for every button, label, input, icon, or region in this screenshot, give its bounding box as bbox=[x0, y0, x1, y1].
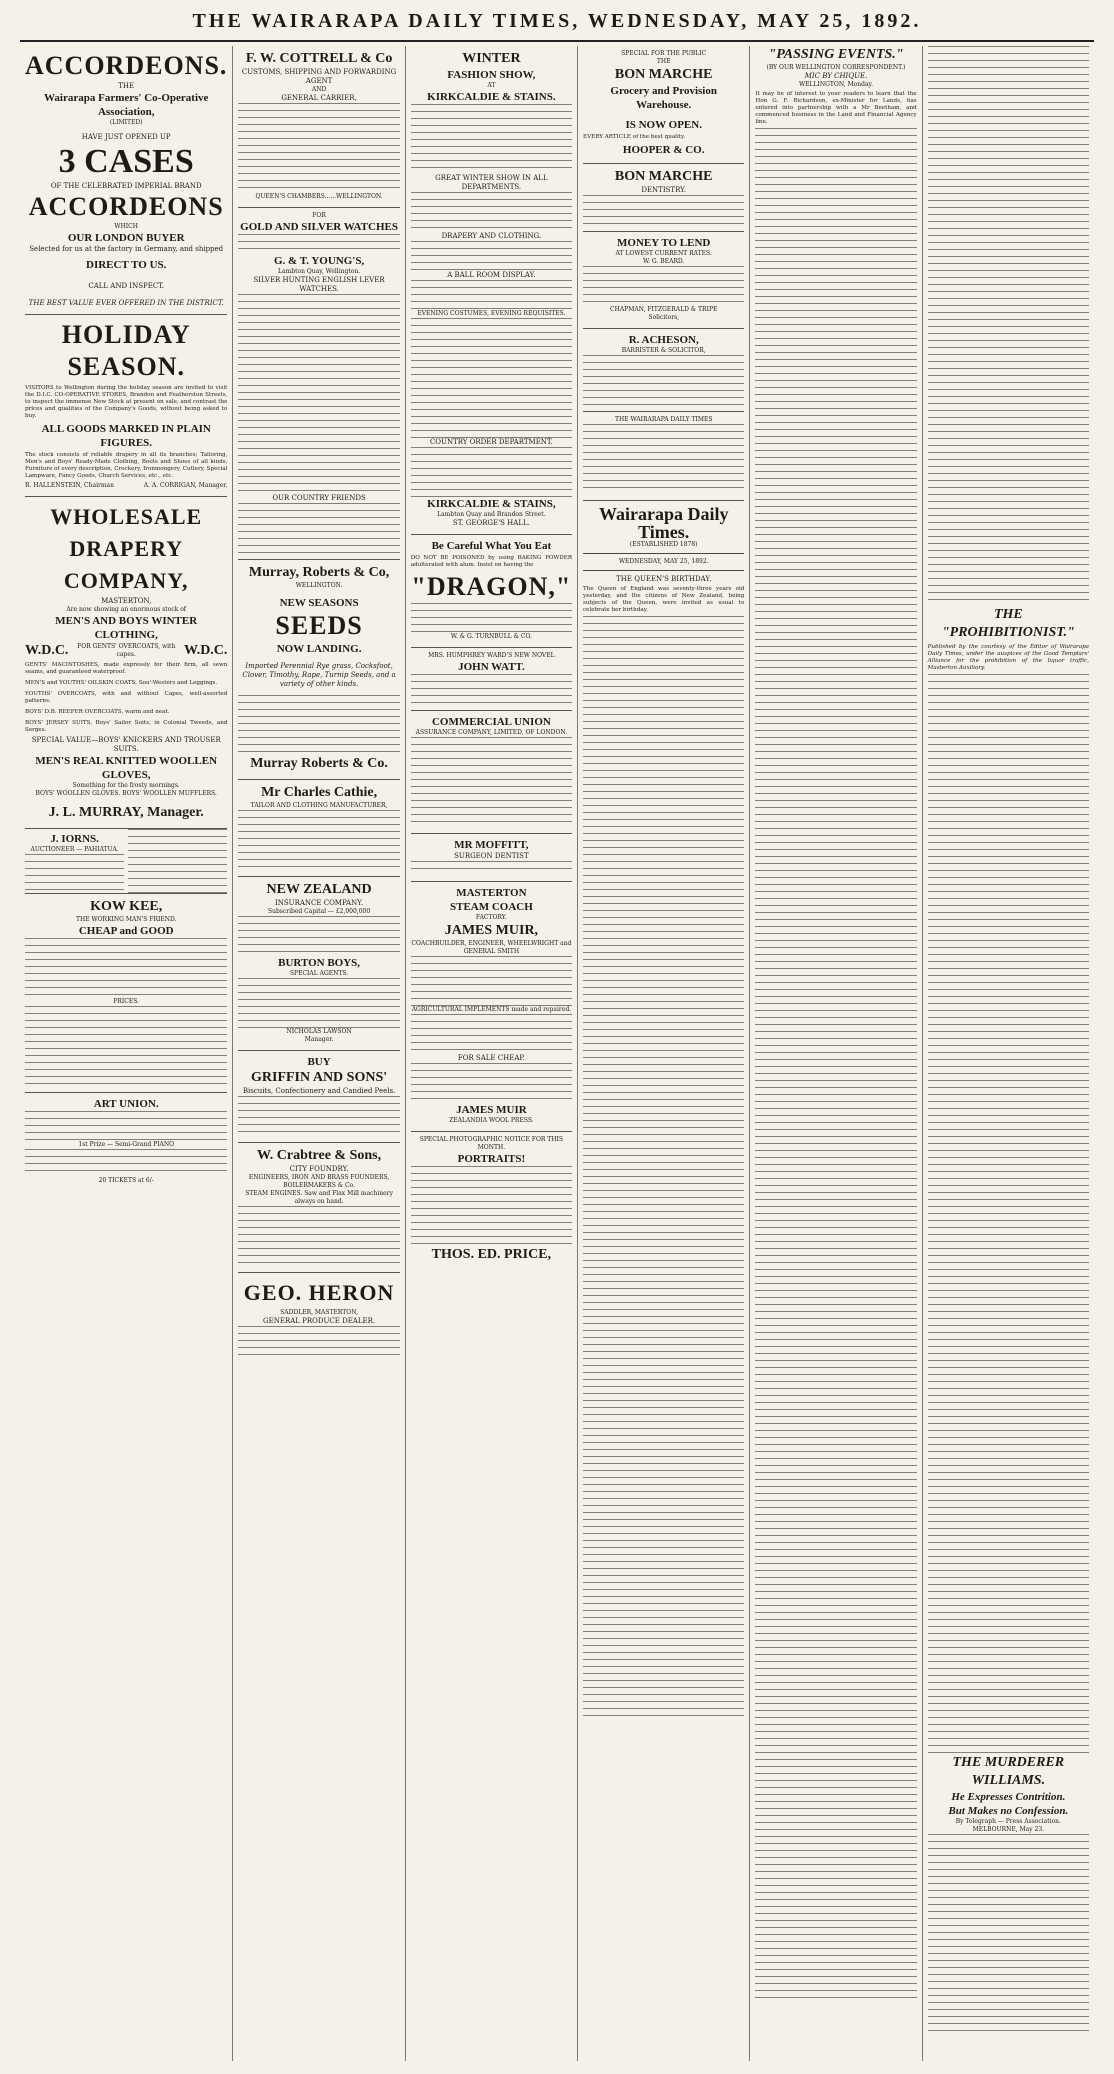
money-title: MONEY TO LEND bbox=[617, 237, 711, 249]
coach-sub: STEAM COACH bbox=[449, 901, 533, 913]
heron-lines: GENERAL PRODUCE DEALER. bbox=[263, 1317, 376, 1325]
editorial-body bbox=[583, 616, 744, 1716]
money-sub: AT LOWEST CURRENT RATES. bbox=[615, 250, 712, 257]
acheson-advert bbox=[583, 329, 744, 412]
kowkee-price-list bbox=[25, 1006, 227, 1086]
kirkcaldie-place: Lambton Quay and Brandon Street. bbox=[437, 511, 546, 518]
crabtree-steam: STEAM ENGINES. Saw and Flax Mill machinery always on hand. bbox=[245, 1190, 393, 1205]
artunion-title: ART UNION. bbox=[93, 1098, 159, 1110]
accordeons-cases: 3 CASES bbox=[58, 143, 194, 180]
column-4 bbox=[578, 46, 750, 2061]
accordeons-just: HAVE JUST OPENED UP bbox=[81, 133, 171, 141]
heron-body bbox=[238, 1326, 399, 1356]
crabtree-advert bbox=[238, 1143, 399, 1273]
williams-sub-2: But Makes no Confession. bbox=[948, 1805, 1069, 1817]
accordeons-the: THE bbox=[118, 82, 135, 90]
accordeons-of: OF THE CELEBRATED IMPERIAL BRAND bbox=[50, 182, 202, 190]
heron-advert bbox=[238, 1273, 399, 1362]
accordeons-which: WHICH bbox=[114, 223, 138, 230]
accordeons-call: CALL AND INSPECT. bbox=[88, 282, 165, 290]
dentistry-body bbox=[583, 195, 744, 225]
muir-role: COACHBUILDER, ENGINEER, WHEELWRIGHT and GENERAL SMITH bbox=[411, 940, 572, 955]
williams-body bbox=[928, 1834, 1089, 2034]
prohibitionist-header bbox=[928, 606, 1089, 642]
wdc-place: MASTERTON, bbox=[101, 597, 152, 605]
kowkee-prices: PRICES. bbox=[113, 998, 140, 1005]
holiday-title: HOLIDAY SEASON. bbox=[61, 320, 191, 381]
cu-body bbox=[411, 737, 572, 827]
kirkcaldie-at: AT bbox=[487, 82, 496, 89]
kirkcaldie-body bbox=[411, 104, 572, 174]
kirkcaldie-drapery: DRAPERY AND CLOTHING. bbox=[441, 232, 542, 240]
muir-body-2 bbox=[411, 1014, 572, 1054]
cottrell-quays: QUEEN'S CHAMBERS......WELLINGTON. bbox=[255, 193, 383, 200]
griffin-sub: Biscuits, Confectionery and Candied Peels. bbox=[242, 1087, 396, 1095]
bonmarche-name: BON MARCHE bbox=[614, 67, 713, 82]
column-1 bbox=[20, 46, 233, 2061]
dragon-title: Be Careful What You Eat bbox=[431, 540, 552, 552]
wdc-line-5: BOYS' JERSEY SUITS, Boys' Sailor Suits, in Colonial Tweeds, and Serges. bbox=[25, 720, 228, 733]
price-portraits: PORTRAITS! bbox=[457, 1153, 526, 1165]
murray-seeds: SEEDS bbox=[275, 611, 363, 640]
editorial bbox=[583, 501, 744, 1722]
kirkcaldie-fashion: FASHION SHOW, bbox=[447, 69, 536, 81]
bonmarche-open: IS NOW OPEN. bbox=[625, 119, 702, 131]
kirkcaldie-list bbox=[411, 318, 572, 438]
wdc-title: WHOLESALE DRAPERY COMPANY, bbox=[50, 504, 203, 593]
young-lever: SILVER HUNTING ENGLISH LEVER WATCHES. bbox=[253, 276, 385, 293]
kowkee-title: KOW KEE, bbox=[90, 899, 163, 914]
times-notice bbox=[583, 412, 744, 501]
acheson-name: R. ACHESON, bbox=[628, 334, 699, 346]
local-notice-body bbox=[128, 829, 227, 893]
williams-header bbox=[928, 1754, 1089, 1834]
bonmarche-the: THE bbox=[656, 58, 671, 65]
passing-events-lead: It may be of interest to your readers to learn that the Hon G. F. Richardson, ex-Minister for Lands, has entered into partnership with a Mr Beetham, and commenced business in the Land and Financial Agency line. bbox=[755, 91, 917, 125]
editorial-masthead: Wairarapa Daily Times. bbox=[598, 504, 729, 542]
burton-sub: SPECIAL AGENTS. bbox=[289, 970, 349, 977]
muir-sale-list bbox=[411, 1063, 572, 1103]
kowkee-advert bbox=[25, 894, 227, 1093]
kirkcaldie-body-2 bbox=[411, 192, 572, 232]
passing-events-body bbox=[755, 128, 916, 1998]
wdc-line-1: GENTS' MACINTOSHES, made expressly for their firm, all sewn seams, and guaranteed waterproof. bbox=[25, 662, 228, 675]
iorns-body bbox=[25, 854, 124, 890]
lawson-role: Manager. bbox=[304, 1036, 334, 1043]
ward-body bbox=[411, 674, 572, 704]
times-notice-body bbox=[583, 424, 744, 494]
chapman-role: Solicitors, bbox=[648, 314, 680, 321]
burton-body bbox=[238, 978, 399, 1028]
williams-title: THE MURDERER WILLIAMS. bbox=[952, 1755, 1065, 1788]
wdc-woollen: MEN'S REAL KNITTED WOOLLEN GLOVES, bbox=[35, 755, 218, 781]
murray-seeds-advert bbox=[238, 560, 399, 780]
muir-sale: FOR SALE CHEAP. bbox=[457, 1054, 525, 1062]
dentistry-sub: DENTISTRY. bbox=[641, 186, 687, 194]
wdc-knickers: SPECIAL VALUE—BOYS' KNICKERS AND TROUSER SUITS. bbox=[31, 736, 221, 753]
holiday-chairman: R. HALLENSTEIN, Chairman bbox=[25, 482, 114, 489]
wdc-row bbox=[25, 642, 227, 660]
bonmarche-notice: SPECIAL FOR THE PUBLIC bbox=[621, 50, 707, 57]
bonmarche-grocery: Grocery and Provision Warehouse. bbox=[610, 85, 717, 111]
editorial-date: WEDNESDAY, MAY 25, 1892. bbox=[618, 558, 709, 565]
young-maker: G. & T. YOUNG'S, bbox=[273, 255, 365, 267]
accordeons-buyer: OUR LONDON BUYER bbox=[67, 232, 185, 244]
bonmarche-every: EVERY ARTICLE of the best quality. bbox=[583, 134, 686, 140]
burton-title: BURTON BOYS, bbox=[278, 957, 361, 969]
iorns-advert bbox=[25, 829, 124, 893]
price-advert bbox=[411, 1132, 572, 1270]
dentistry-advert bbox=[583, 164, 744, 232]
muir-agri: AGRICULTURAL IMPLEMENTS made and repaired. bbox=[411, 1006, 572, 1013]
cottrell-name: F. W. COTTRELL & Co bbox=[245, 51, 393, 66]
cu-sub: ASSURANCE COMPANY, LIMITED, OF LONDON. bbox=[415, 729, 568, 736]
kirkcaldie-body-4 bbox=[411, 280, 572, 310]
ward-john: JOHN WATT. bbox=[458, 661, 525, 673]
crabtree-name: W. Crabtree & Sons, bbox=[257, 1148, 382, 1163]
young-friends-body bbox=[238, 503, 399, 553]
ward-name: MRS. HUMPHREY WARD'S NEW NOVEL bbox=[428, 652, 555, 659]
dragon-advert bbox=[411, 535, 572, 648]
murray-place: WELLINGTON. bbox=[295, 582, 343, 589]
heron-name: GEO. HERON bbox=[243, 1280, 395, 1305]
griffin-advert bbox=[238, 1051, 399, 1143]
wdc-over: FOR GENTS' OVERCOATS, with capes. bbox=[77, 643, 176, 658]
nzins-body bbox=[238, 916, 399, 956]
artunion-body bbox=[25, 1111, 227, 1141]
wdc-mens: MEN'S AND BOYS WINTER CLOTHING, bbox=[55, 615, 198, 641]
masthead: THE WAIRARAPA DAILY TIMES, WEDNESDAY, MAY 25, 1892. bbox=[192, 10, 922, 32]
cathie-body bbox=[238, 810, 399, 870]
accordeons-title: ACCORDEONS. bbox=[25, 51, 228, 80]
young-list bbox=[238, 294, 399, 494]
editorial-head: THE QUEEN'S BIRTHDAY. bbox=[616, 575, 712, 583]
cottrell-carrier: GENERAL CARRIER, bbox=[281, 94, 357, 102]
column-6 bbox=[923, 46, 1094, 2061]
dragon-body bbox=[411, 603, 572, 633]
accordeons-best: THE BEST VALUE EVER OFFERED IN THE DISTRICT. bbox=[28, 299, 224, 307]
murray-name-2: Murray Roberts & Co. bbox=[250, 756, 388, 771]
moffitt-body bbox=[411, 861, 572, 875]
cottrell-advert bbox=[238, 46, 399, 208]
young-for-top: FOR bbox=[312, 212, 326, 219]
kowkee-body bbox=[25, 938, 227, 998]
heron-sub: SADDLER, MASTERTON, bbox=[280, 1309, 358, 1316]
cu-advert bbox=[411, 711, 572, 834]
cathie-advert bbox=[238, 780, 399, 877]
cathie-role: TAILOR AND CLOTHING MANUFACTURER, bbox=[250, 802, 388, 809]
moffitt-role: SURGEON DENTIST bbox=[454, 852, 529, 860]
holiday-advert bbox=[25, 315, 227, 497]
money-body bbox=[583, 266, 744, 306]
williams-place: MELBOURNE, May 23. bbox=[972, 1826, 1045, 1833]
kirkcaldie-winter: WINTER bbox=[462, 51, 521, 66]
wdc-line-3: YOUTHS' OVERCOATS, with and without Capes, well-assorted patterns. bbox=[25, 691, 228, 704]
wdc-showing: Are now showing an enormous stock of bbox=[66, 606, 187, 613]
dragon-maker: W. & G. TURNBULL & CO. bbox=[450, 633, 532, 640]
cottrell-lines: CUSTOMS, SHIPPING AND FORWARDING AGENT bbox=[241, 68, 397, 85]
nzins-title: NEW ZEALAND bbox=[266, 882, 372, 897]
column-2 bbox=[233, 46, 405, 2061]
kirkcaldie-name-2: KIRKCALDIE & STAINS, bbox=[427, 498, 556, 510]
kirkcaldie-country: COUNTRY ORDER DEPARTMENT. bbox=[429, 438, 553, 446]
editorial-rule bbox=[583, 553, 744, 554]
accordeons-selected: Selected for us at the factory in Germany, and shipped bbox=[29, 245, 224, 253]
nzins-sub: INSURANCE COMPANY. bbox=[274, 899, 364, 907]
nzins-advert bbox=[238, 877, 399, 1051]
price-name: THOS. ED. PRICE, bbox=[431, 1247, 552, 1262]
moffitt-name: MR MOFFITT, bbox=[454, 839, 529, 851]
news-column-body bbox=[928, 46, 1089, 606]
young-title: GOLD AND SILVER WATCHES bbox=[240, 221, 398, 233]
young-place: Lambton Quay, Wellington. bbox=[278, 268, 361, 275]
coach-title: MASTERTON bbox=[456, 887, 527, 899]
wdc-mark-left: W.D.C. bbox=[25, 643, 69, 658]
lawson-name: NICHOLAS LAWSON bbox=[286, 1028, 352, 1035]
passing-events-sub: MIC BY CHIQUE. bbox=[804, 72, 868, 80]
murray-new: NEW SEASONS bbox=[279, 597, 359, 609]
kirkcaldie-evening: EVENING COSTUMES, EVENING REQUISITES. bbox=[417, 310, 566, 317]
column-5 bbox=[750, 46, 922, 2061]
kirkcaldie-body-3 bbox=[411, 241, 572, 271]
moffitt-advert bbox=[411, 834, 572, 882]
iorns-role: AUCTIONEER — PAHIATUA. bbox=[30, 846, 119, 853]
kirkcaldie-ball: A BALL ROOM DISPLAY. bbox=[447, 271, 536, 279]
money-name: W. G. BEARD. bbox=[642, 258, 685, 265]
artunion-prize: 1st Prize — Semi-Grand PIANO bbox=[78, 1141, 175, 1148]
holiday-body: VISITORS to Wellington during the holiday season are invited to visit the D.I.C. CO-OPERATIVE STORES, Brandon and Featherston Streets, to inspect the immense New Stock at present on sale, and contrast the prices and qualities of the Company's Goods, without being asked to buy. bbox=[25, 385, 228, 419]
murray-body bbox=[238, 695, 399, 755]
cottrell-and: AND bbox=[311, 86, 327, 93]
coach-advert bbox=[411, 882, 572, 1132]
wdc-woollen-sub: Something for the frosty mornings. bbox=[72, 782, 180, 789]
iorns-name: J. IORNS. bbox=[50, 833, 99, 845]
dentistry-name: BON MARCHE bbox=[614, 169, 713, 184]
newspaper-columns bbox=[20, 46, 1094, 2061]
bonmarche-owner: HOOPER & CO. bbox=[622, 144, 705, 156]
prohibitionist-body bbox=[928, 674, 1089, 1754]
wdc-line-4: BOYS' D.B. REEFER OVERCOATS, warm and neat. bbox=[25, 709, 170, 715]
murray-name: Murray, Roberts & Co, bbox=[248, 565, 390, 580]
kirkcaldie-george: ST. GEORGE'S HALL. bbox=[452, 519, 530, 527]
griffin-buy: BUY bbox=[307, 1056, 331, 1068]
chapman-name: CHAPMAN, FITZGERALD & TRIPE bbox=[610, 306, 718, 313]
williams-tele: By Telegraph — Press Association. bbox=[955, 1818, 1061, 1825]
kowkee-cheap: CHEAP and GOOD bbox=[78, 925, 174, 937]
masthead-rule bbox=[20, 40, 1094, 42]
griffin-body bbox=[238, 1096, 399, 1136]
nzins-capital: Subscribed Capital — £2,000,000 bbox=[267, 908, 371, 915]
prohibitionist-title: THE "PROHIBITIONIST." bbox=[941, 607, 1075, 640]
bonmarche-advert bbox=[583, 46, 744, 164]
artunion-list bbox=[25, 1149, 227, 1177]
dragon-brand: "DRAGON," bbox=[411, 572, 572, 601]
holiday-plain: ALL GOODS MARKED IN PLAIN FIGURES. bbox=[41, 423, 211, 449]
muir-name: JAMES MUIR, bbox=[444, 923, 539, 938]
muir-name-2: JAMES MUIR bbox=[456, 1104, 527, 1116]
young-friends: OUR COUNTRY FRIENDS bbox=[272, 494, 366, 502]
artunion-advert bbox=[25, 1093, 227, 1191]
muir-body bbox=[411, 956, 572, 1006]
times-notice-title: THE WAIRARAPA DAILY TIMES bbox=[614, 416, 713, 423]
passing-events-place: WELLINGTON, Monday. bbox=[798, 81, 874, 88]
kirkcaldie-advert bbox=[411, 46, 572, 535]
editorial-established: (ESTABLISHED 1878) bbox=[629, 541, 698, 548]
muir-place: ZEALANDIA WOOL PRESS. bbox=[449, 1117, 534, 1124]
ward-advert bbox=[411, 648, 572, 711]
passing-events-title: "PASSING EVENTS." bbox=[768, 47, 904, 62]
price-title: SPECIAL PHOTOGRAPHIC NOTICE FOR THIS MONTH. bbox=[419, 1136, 564, 1151]
crabtree-sub: CITY FOUNDRY. bbox=[289, 1165, 349, 1173]
wdc-line-2: MEN'S and YOUTHS' OILSKIN COATS, Sou'-Westers and Leggings. bbox=[25, 680, 218, 686]
crabtree-body bbox=[238, 1206, 399, 1266]
murray-landing: NOW LANDING. bbox=[276, 643, 362, 655]
accordeons-org: Wairarapa Farmers' Co-Operative Association, bbox=[44, 92, 209, 118]
money-advert bbox=[583, 232, 744, 329]
editorial-rule-2 bbox=[583, 570, 744, 571]
crabtree-lines: ENGINEERS, IRON AND BRASS FOUNDERS, BOILERMAKERS & Co. bbox=[248, 1174, 390, 1189]
accordeons-advert bbox=[25, 46, 227, 315]
holiday-manager: A. A. CORRIGAN, Manager. bbox=[143, 482, 228, 489]
holiday-stock: The stock consists of reliable drapery in all its branches; Tailoring, Men's and Boys' Ready-Made Clothing, Boots and Shoes of all kinds, Furniture of every description, Crockery, Ironmongery, Cutlery, Special Lampware, Fancy Goods, Church Services, etc., etc. bbox=[25, 452, 228, 479]
wdc-mufflers: BOYS' WOOLLEN GLOVES. BOYS' WOOLLEN MUFFLERS. bbox=[35, 790, 217, 797]
accordeons-brand: ACCORDEONS bbox=[28, 192, 224, 221]
williams-sub: He Expresses Contrition. bbox=[951, 1791, 1066, 1803]
passing-events-byline: (BY OUR WELLINGTON CORRESPONDENT.) bbox=[766, 64, 906, 71]
accordeons-direct: DIRECT TO US. bbox=[86, 259, 167, 271]
price-body bbox=[411, 1166, 572, 1246]
small-adverts-row bbox=[25, 829, 227, 894]
column-3 bbox=[406, 46, 578, 2061]
young-body bbox=[238, 234, 399, 254]
young-advert bbox=[238, 208, 399, 560]
kirkcaldie-body-5 bbox=[411, 447, 572, 497]
cathie-name: Mr Charles Cathie, bbox=[261, 785, 378, 800]
holiday-signoff bbox=[25, 482, 227, 490]
murray-items: Imported Perennial Rye grass, Cocksfoot, Clover, Timothy, Rape, Turnip Seeds, and a variety of other kinds. bbox=[242, 662, 396, 688]
kowkee-sub: THE WORKING MAN'S FRIEND. bbox=[75, 916, 177, 923]
cottrell-body bbox=[238, 103, 399, 193]
dragon-sub: DO NOT BE POISONED by using BAKING POWDER adulterated with alum. Insist on having the bbox=[410, 555, 573, 568]
acheson-body bbox=[583, 355, 744, 405]
wdc-advert bbox=[25, 497, 227, 829]
editorial-lead: The Queen of England was seventy-three years old yesterday, and the citizens of New Zealand, being subjects of the Queen, were invited as usual to celebrate her birthday. bbox=[583, 586, 745, 613]
artunion-tickets: 20 TICKETS at 6/- bbox=[98, 1177, 154, 1184]
passing-events bbox=[755, 46, 916, 89]
kirkcaldie-great: GREAT WINTER SHOW IN ALL DEPARTMENTS. bbox=[435, 174, 548, 191]
cu-title: COMMERCIAL UNION bbox=[431, 716, 551, 728]
prohibitionist-intro: Published by the courtesy of the Editor of Wairarapa Daily Times, under the auspices of the Good Templars' Alliance for the prohibition of the liquor traffic, Masterton Auxiliary. bbox=[927, 644, 1089, 671]
kirkcaldie-name: KIRKCALDIE & STAINS. bbox=[427, 91, 556, 103]
wdc-mark-right: W.D.C. bbox=[183, 643, 228, 658]
wdc-manager: J. L. MURRAY, Manager. bbox=[48, 805, 204, 820]
accordeons-limited: (LIMITED) bbox=[109, 119, 143, 126]
griffin-brand: GRIFFIN AND SONS' bbox=[251, 1070, 388, 1085]
coach-factory: FACTORY. bbox=[475, 914, 507, 921]
acheson-role: BARRISTER & SOLICITOR, bbox=[621, 347, 706, 354]
